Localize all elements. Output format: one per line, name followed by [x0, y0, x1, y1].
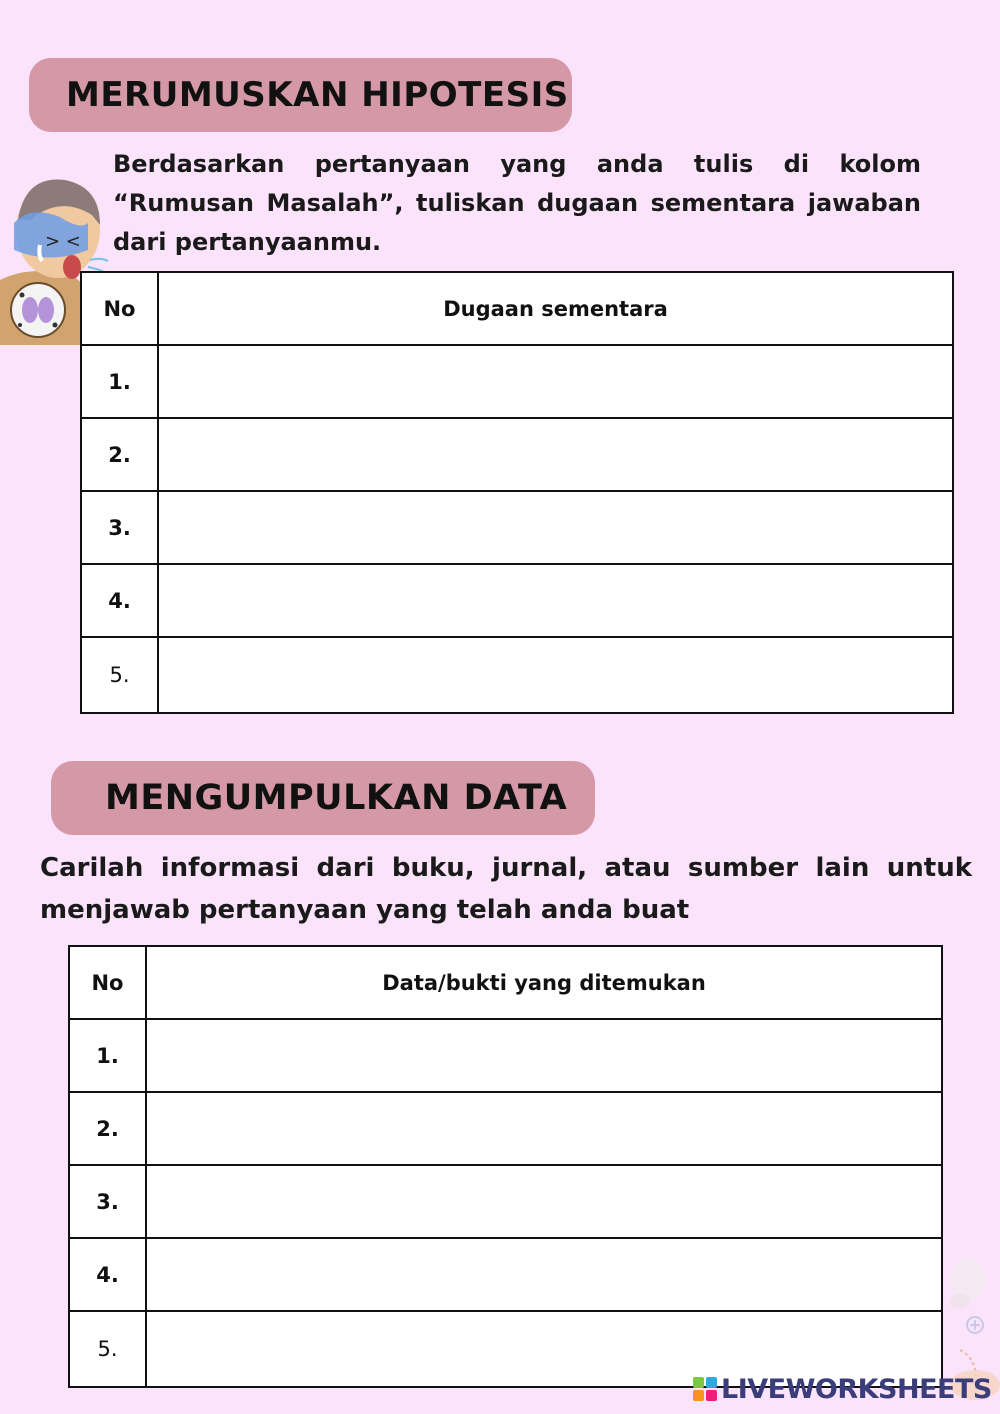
evidence-answer-cell[interactable] — [146, 1165, 942, 1238]
evidence-answer-cell[interactable] — [146, 1019, 942, 1092]
table-row — [81, 564, 953, 637]
table-row — [81, 637, 953, 713]
table-row — [69, 1238, 942, 1311]
table-row — [69, 1019, 942, 1092]
row-number: 2. — [69, 1092, 146, 1165]
row-number: 3. — [69, 1165, 146, 1238]
hypothesis-answer-cell[interactable] — [158, 418, 953, 491]
hypothesis-table — [80, 271, 954, 714]
column-header-no: No — [69, 946, 146, 1019]
collected-data-table — [68, 945, 943, 1388]
row-number: 4. — [69, 1238, 146, 1311]
hypothesis-answer-cell[interactable] — [158, 564, 953, 637]
section-title-text: MENGUMPULKAN DATA — [105, 778, 568, 818]
table-row — [81, 345, 953, 418]
evidence-answer-cell[interactable] — [146, 1092, 942, 1165]
hypothesis-answer-cell[interactable] — [158, 637, 953, 713]
table-header-row — [81, 272, 953, 345]
column-header-no: No — [81, 272, 158, 345]
row-number: 3. — [81, 491, 158, 564]
column-header-evidence: Data/bukti yang ditemukan — [146, 946, 942, 1019]
row-number: 5. — [69, 1311, 146, 1387]
evidence-answer-cell[interactable] — [146, 1238, 942, 1311]
row-number: 1. — [69, 1019, 146, 1092]
liveworksheets-brand-text: LIVEWORKSHEETS — [721, 1373, 992, 1405]
section-title-hypothesis — [29, 58, 572, 132]
hypothesis-instruction: Berdasarkan pertanyaan yang anda tulis di kolom “Rumusan Masalah”, tuliskan dugaan sementara jawaban dari pertanyaanmu. — [113, 150, 921, 256]
row-number: 4. — [81, 564, 158, 637]
liveworksheets-logo[interactable] — [693, 1374, 992, 1404]
section-title-collect-data — [51, 761, 595, 835]
liveworksheets-logo-icon — [693, 1377, 717, 1401]
section-title-text: MERUMUSKAN HIPOTESIS — [66, 75, 569, 115]
table-row — [69, 1092, 942, 1165]
collect-data-instruction: Carilah informasi dari buku, jurnal, atau sumber lain untuk menjawab pertanyaan yang telah anda buat — [40, 853, 972, 925]
table-row — [69, 1165, 942, 1238]
table-row — [81, 418, 953, 491]
hypothesis-answer-cell[interactable] — [158, 345, 953, 418]
table-header-row — [69, 946, 942, 1019]
row-number: 2. — [81, 418, 158, 491]
row-number: 1. — [81, 345, 158, 418]
svg-text:> <: > < — [45, 231, 81, 252]
hypothesis-answer-cell[interactable] — [158, 491, 953, 564]
table-row — [81, 491, 953, 564]
row-number: 5. — [81, 637, 158, 713]
column-header-hypothesis: Dugaan sementara — [158, 272, 953, 345]
